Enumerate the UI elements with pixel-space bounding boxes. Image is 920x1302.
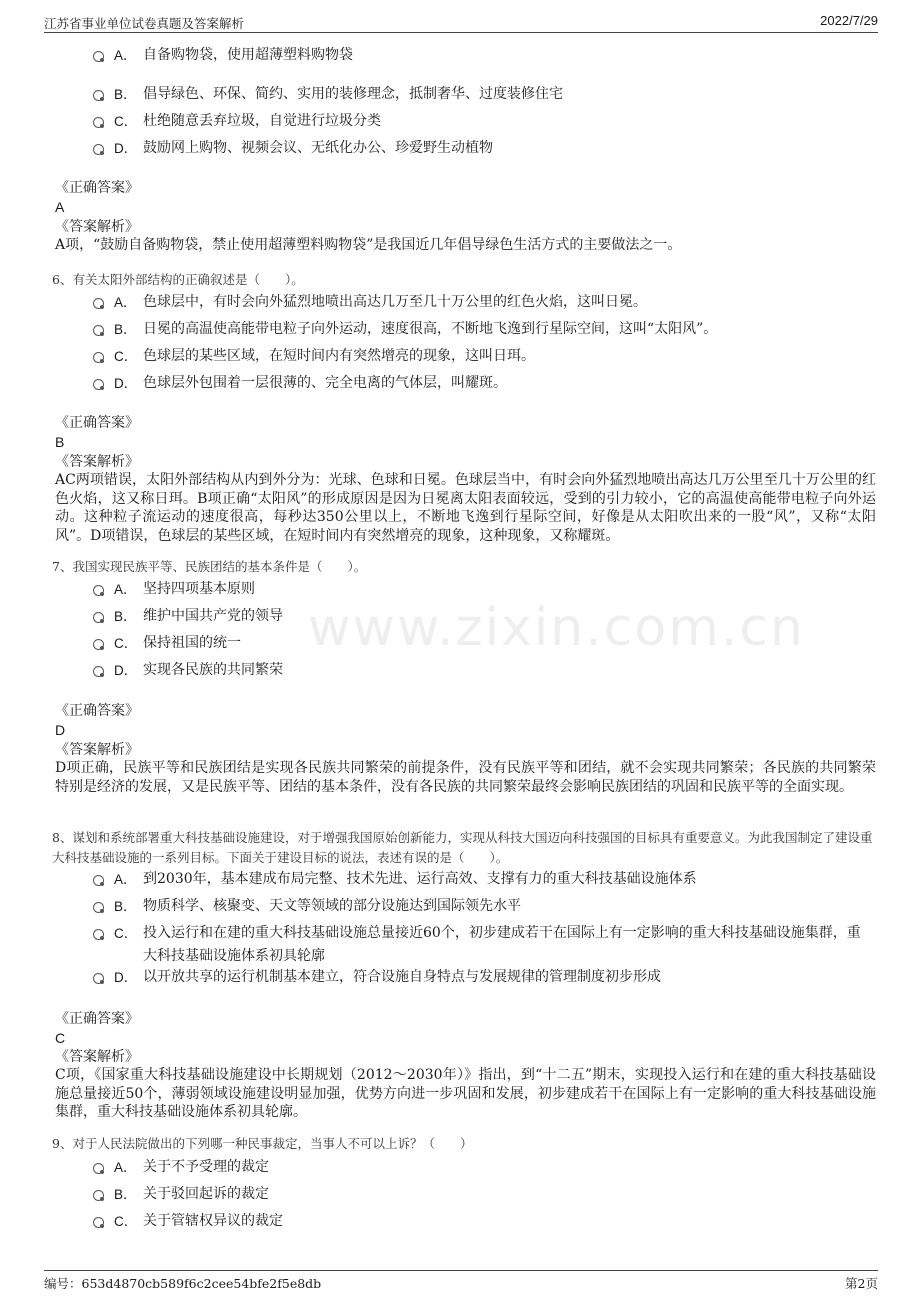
radio-icon[interactable] xyxy=(93,352,104,363)
option-q6-c[interactable]: C． 色球层的某些区域，在短时间内有突然增亮的现象，这叫日珥。 xyxy=(93,345,874,368)
radio-icon[interactable] xyxy=(93,875,104,886)
correct-answer-label: 《正确答案》 xyxy=(55,415,139,431)
analysis-label: 《答案解析》 xyxy=(55,454,139,470)
option-q7-b[interactable]: B． 维护中国共产党的领导 xyxy=(93,605,874,628)
answer-value: D xyxy=(55,722,66,738)
page-number: 第2页 xyxy=(845,1276,878,1291)
radio-icon[interactable] xyxy=(93,639,104,650)
radio-icon[interactable] xyxy=(93,325,104,336)
header-date: 2022/7/29 xyxy=(820,13,878,28)
correct-answer-label: 《正确答案》 xyxy=(55,1011,139,1027)
radio-icon[interactable] xyxy=(93,929,104,940)
answer-value: C xyxy=(55,1030,66,1046)
option-q5-d[interactable]: D． 鼓励网上购物、视频会议、无纸化办公、珍爱野生动植物 xyxy=(93,137,874,160)
option-q8-d[interactable]: D． 以开放共享的运行机制基本建立，符合设施自身特点与发展规律的管理制度初步形成 xyxy=(93,966,874,989)
radio-icon[interactable] xyxy=(93,51,104,62)
option-q9-b[interactable]: B． 关于驳回起诉的裁定 xyxy=(93,1183,874,1206)
option-q6-d[interactable]: D． 色球层外包围着一层很薄的、完全电离的气体层，叫耀斑。 xyxy=(93,372,874,395)
option-q5-c[interactable]: C． 杜绝随意丢弃垃圾，自觉进行垃圾分类 xyxy=(93,110,874,133)
question-9: 9、对于人民法院做出的下列哪一种民事裁定，当事人不可以上诉？（ ） xyxy=(52,1136,473,1151)
analysis-label: 《答案解析》 xyxy=(55,219,139,235)
radio-icon[interactable] xyxy=(93,117,104,128)
radio-icon[interactable] xyxy=(93,1190,104,1201)
radio-icon[interactable] xyxy=(93,90,104,101)
explanation-text: AC两项错误，太阳外部结构从内到外分为：光球、色球和日冕。色球层当中，有时会向外猛烈地喷出高达几万公里至几十万公里的红色火焰，这又称日珥。B项正确“太阳风”的形成原因是因为日冕离太阳表面较远，受到的引力较小，它的高温使高能带电粒子向外运动。这种粒子流运动的速度很高，每秒达350公里以上，不断地飞逸到行星际空间，好像是从太阳吹出来的一股“风”，又称“太阳风”。D项错误，色球层的某些区域，在短时间内有突然增亮的现象，这种现象，又称耀斑。 xyxy=(55,472,876,544)
option-q7-d[interactable]: D． 实现各民族的共同繁荣 xyxy=(93,659,874,682)
option-q6-b[interactable]: B． 日冕的高温使高能带电粒子向外运动，速度很高，不断地飞逸到行星际空间，这叫“太阳风”。 xyxy=(93,318,874,341)
radio-icon[interactable] xyxy=(93,1163,104,1174)
page-header xyxy=(44,10,878,33)
option-q5-a[interactable]: A． 自备购物袋，使用超薄塑料购物袋 xyxy=(93,44,874,67)
analysis-label: 《答案解析》 xyxy=(55,742,139,758)
option-q8-a[interactable]: A． 到2030年，基本建成布局完整、技术先进、运行高效、支撑有力的重大科技基础设施体系 xyxy=(93,868,874,891)
radio-icon[interactable] xyxy=(93,1217,104,1228)
radio-icon[interactable] xyxy=(93,973,104,984)
explanation-text: C项，《国家重大科技基础设施建设中长期规划（2012～2030年）》指出，到“十二五”期末，实现投入运行和在建的重大科技基础设施总量接近50个，薄弱领域设施建设明显加强，优势方向进一步巩固和发展，初步建成若干在国际上有一定影响的重大科技基础设施集群，重大科技基础设施体系初具轮廓。 xyxy=(55,1067,876,1121)
option-q5-b[interactable]: B． 倡导绿色、环保、简约、实用的装修理念，抵制奢华、过度装修住宅 xyxy=(93,83,874,106)
document-code: 编号：653d4870cb589f6c2cee54bfe2f5e8db xyxy=(44,1276,322,1291)
radio-icon[interactable] xyxy=(93,379,104,390)
option-q7-a[interactable]: A． 坚持四项基本原则 xyxy=(93,578,874,601)
option-q8-b[interactable]: B． 物质科学、核聚变、天文等领域的部分设施达到国际领先水平 xyxy=(93,895,874,918)
radio-icon[interactable] xyxy=(93,144,104,155)
correct-answer-label: 《正确答案》 xyxy=(55,180,139,196)
document-title: 江苏省事业单位试卷真题及答案解析 xyxy=(44,16,245,31)
radio-icon[interactable] xyxy=(93,902,104,913)
option-q9-a[interactable]: A． 关于不予受理的裁定 xyxy=(93,1156,874,1179)
watermark: www.zixin.com.cn xyxy=(308,598,805,658)
radio-icon[interactable] xyxy=(93,612,104,623)
radio-icon[interactable] xyxy=(93,585,104,596)
correct-answer-label: 《正确答案》 xyxy=(55,703,139,719)
option-q6-a[interactable]: A． 色球层中，有时会向外猛烈地喷出高达几万至几十万公里的红色火焰，这叫日冕。 xyxy=(93,291,874,314)
option-q7-c[interactable]: C． 保持祖国的统一 xyxy=(93,632,874,655)
question-7: 7、我国实现民族平等、民族团结的基本条件是（ ）。 xyxy=(52,559,367,574)
radio-icon[interactable] xyxy=(93,298,104,309)
radio-icon[interactable] xyxy=(93,666,104,677)
analysis-label: 《答案解析》 xyxy=(55,1049,139,1065)
explanation-text: A项，“鼓励自备购物袋，禁止使用超薄塑料购物袋”是我国近几年倡导绿色生活方式的主要做法之一。 xyxy=(55,237,682,253)
answer-value: A xyxy=(55,199,65,215)
option-q9-c[interactable]: C． 关于管辖权异议的裁定 xyxy=(93,1210,874,1233)
page-footer xyxy=(44,1270,878,1293)
answer-value: B xyxy=(55,434,65,450)
explanation-text: D项正确，民族平等和民族团结是实现各民族共同繁荣的前提条件，没有民族平等和团结，就不会实现共同繁荣；各民族的共同繁荣特别是经济的发展，又是民族平等、团结的基本条件，没有各民族的共同繁荣最终会影响民族团结的巩固和民族平等的全面实现。 xyxy=(55,760,876,795)
question-8: 8、谋划和系统部署重大科技基础设施建设，对于增强我国原始创新能力，实现从科技大国迈向科技强国的目标具有重要意义。为此我国制定了建设重大科技基础设施的一系列目标。下面关于建设目标的说法，表述有误的是（ ）。 xyxy=(52,830,873,865)
option-q8-c[interactable]: C． 投入运行和在建的重大科技基础设施总量接近60个，初步建成若干在国际上有一定影响的重大科技基础设施集群，重大科技基础设施体系初具轮廓 xyxy=(93,922,874,968)
question-6: 6、有关太阳外部结构的正确叙述是（ ）。 xyxy=(52,272,304,287)
